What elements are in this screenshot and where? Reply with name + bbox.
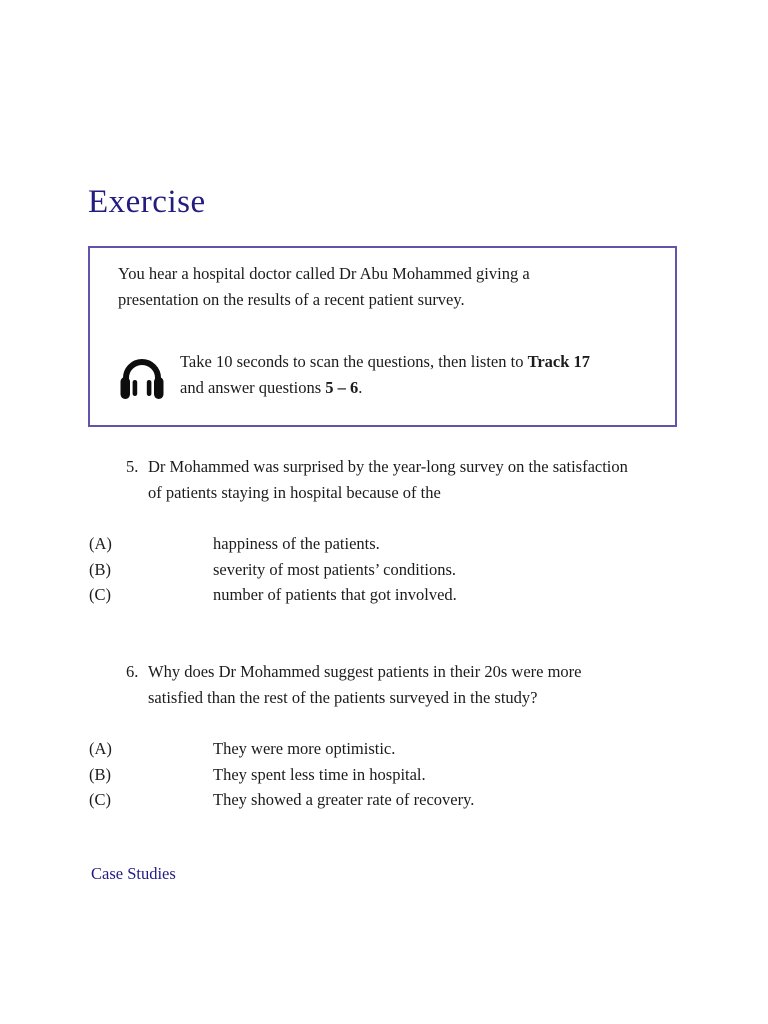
- question-5-option-c: [89, 582, 457, 608]
- question-5-number: 5.: [126, 457, 139, 476]
- option-letter: (C): [89, 790, 111, 809]
- listen-line-2: [180, 375, 590, 401]
- question-range: 5 – 6: [325, 378, 359, 397]
- page-title: Exercise: [88, 184, 206, 220]
- question-5-text: [148, 454, 628, 506]
- option-letter: (B): [89, 559, 111, 579]
- question-6: [126, 659, 582, 711]
- question-6-number: 6.: [126, 662, 139, 681]
- option-text: happiness of the patients.: [213, 534, 380, 553]
- question-5-line-1: Dr Mohammed was surprised by the year-long survey on the satisfaction: [148, 457, 628, 476]
- footer-section-label: Case Studies: [91, 864, 176, 883]
- question-5-line-2: of patients staying in hospital because of the: [148, 483, 441, 502]
- listen-line-2-text: and answer questions: [180, 378, 326, 397]
- question-6-option-c: [89, 787, 474, 813]
- option-letter: (B): [89, 764, 111, 784]
- question-6-text: [148, 659, 582, 711]
- option-text: They were more optimistic.: [213, 739, 396, 758]
- question-6-options: [89, 736, 474, 813]
- question-5: [126, 454, 628, 506]
- question-6-line-2: satisfied than the rest of the patients surveyed in the study?: [148, 688, 538, 707]
- option-text: They showed a greater rate of recovery.: [213, 790, 475, 809]
- headphones-icon: [118, 353, 166, 403]
- option-text: They spent less time in hospital.: [213, 764, 426, 784]
- question-5-option-a: [89, 531, 457, 557]
- option-text: number of patients that got involved.: [213, 585, 457, 604]
- option-text: severity of most patients’ conditions.: [213, 559, 457, 579]
- instruction-box: [88, 246, 677, 427]
- listen-line-2-period: .: [358, 378, 363, 397]
- listen-text: [180, 349, 590, 401]
- listen-instruction: [118, 349, 590, 403]
- listen-line-1: [180, 349, 590, 375]
- question-5-option-b: [89, 557, 457, 583]
- option-letter: (A): [89, 534, 112, 553]
- option-letter: (A): [89, 739, 112, 758]
- track-number: Track 17: [527, 352, 591, 371]
- question-5-options: [89, 531, 457, 608]
- option-letter: (C): [89, 585, 111, 604]
- question-6-option-b: [89, 762, 474, 788]
- scenario-line-2: presentation on the results of a recent patient survey.: [118, 290, 465, 309]
- scenario-line-1: You hear a hospital doctor called Dr Abu Mohammed giving a: [118, 264, 530, 283]
- question-6-line-1: Why does Dr Mohammed suggest patients in their 20s were more: [148, 662, 582, 681]
- scenario-text: [118, 261, 530, 313]
- listen-line-1-text: Take 10 seconds to scan the questions, then listen to: [180, 352, 528, 371]
- question-6-option-a: [89, 736, 474, 762]
